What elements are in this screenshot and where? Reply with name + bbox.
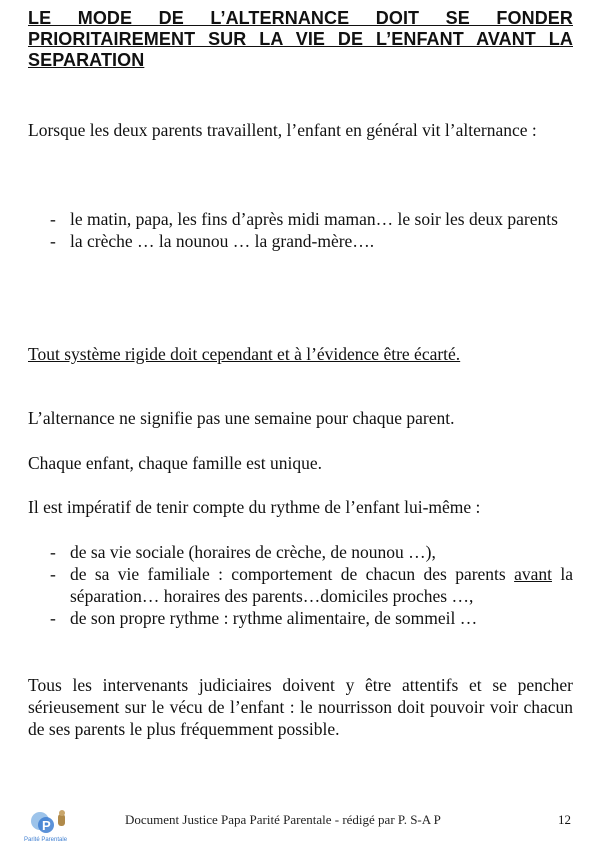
list-item: - le matin, papa, les fins d’après midi maman… le soir les deux parents [50,208,573,230]
svg-text:Parité Parentale: Parité Parentale [24,837,68,843]
document-page [28,0,573,849]
list-item: - de sa vie sociale (horaires de crèche, de nounou …), [50,541,573,563]
rigid-system-text: Tout système rigide doit cependant et à l’évidence être écarté. [28,344,461,364]
svg-text:P: P [42,818,51,833]
unique-paragraph: Chaque enfant, chaque famille est unique. [28,453,322,473]
list-text: de sa vie familiale : comportement de chacun des parents [70,564,515,584]
rhythm-paragraph: Il est impératif de tenir compte du rythme de l’enfant lui-même : [28,497,481,517]
list-item: - la crèche … la nounou … la grand-mère…. [50,230,573,252]
childcare-list [50,208,573,252]
rhythm-list [50,541,573,629]
footer-text: Document Justice Papa Parité Parentale - rédigé par P. S-A P [125,812,441,827]
conclusion-paragraph: Tous les intervenants judiciaires doivent y être attentifs et se pencher sérieusement sur le vécu de l’enfant : le nourrisson doit pouvoir voir chacun de ses parents le plus fréquemment possible. [28,675,573,739]
list-text: la séparation… horaires des parents…domiciles proches …, [70,564,573,606]
alternance-paragraph: L’alternance ne signifie pas une semaine pour chaque parent. [28,408,455,428]
page-title: LE MODE DE L’ALTERNANCE DOIT SE FONDER PRIORITAIREMENT SUR LA VIE DE L’ENFANT AVANT LA SEPARATION [28,8,573,70]
page-number: 12 [558,812,571,827]
intro-paragraph: Lorsque les deux parents travaillent, l’enfant en général vit l’alternance : [28,120,537,140]
list-item [50,563,573,607]
page-footer [0,809,597,849]
list-item: - de son propre rythme : rythme alimentaire, de sommeil … [50,607,573,629]
rigid-system-paragraph [28,343,573,365]
parite-parentale-logo [22,809,88,845]
emphasis-text: avant [514,564,552,584]
